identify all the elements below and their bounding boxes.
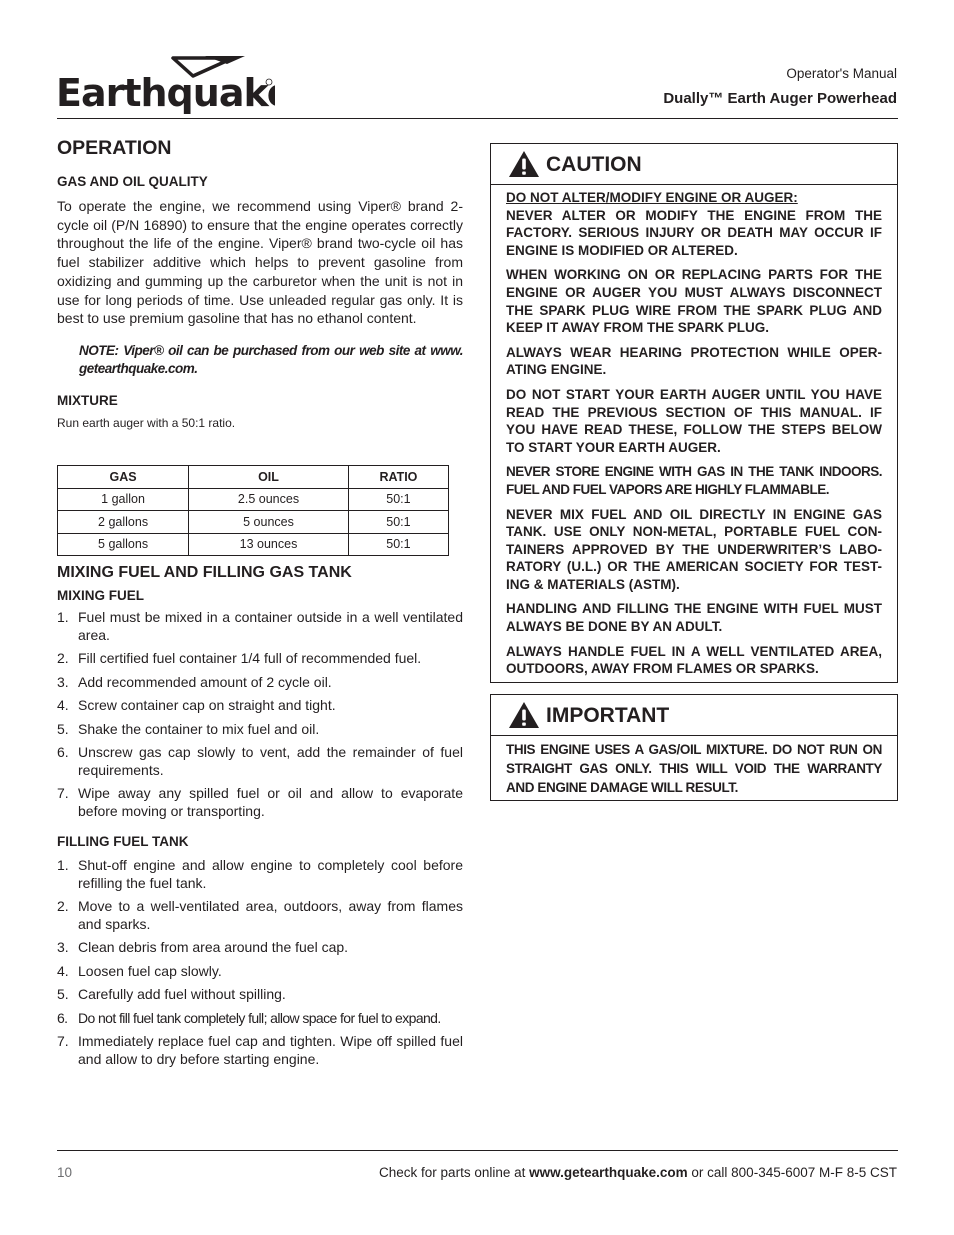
caution-box <box>490 143 898 683</box>
footer-suffix: or call 800-345-6007 M-F 8-5 CST <box>687 1165 897 1180</box>
table-header-cell: OIL <box>189 466 349 489</box>
footer-prefix: Check for parts online at <box>379 1165 530 1180</box>
table-cell: 2.5 ounces <box>189 488 349 511</box>
mixture-heading: MIXTURE <box>57 392 118 408</box>
section-title: OPERATION <box>57 137 172 159</box>
list-item: 3. Add recommended amount of 2 cycle oil. <box>57 673 332 690</box>
caution-paragraph: HANDLING AND FILLING THE ENGINE WITH FUEL MUST ALWAYS BE DONE BY AN ADULT. <box>506 601 882 635</box>
header-manual-label: Operator's Manual <box>786 66 897 81</box>
filling-fuel-heading: FILLING FUEL TANK <box>57 834 189 849</box>
header-divider <box>57 118 898 119</box>
list-item: 2. Move to a well-ventilated area, outdoors, away from flames and sparks. <box>57 898 463 932</box>
caution-paragraph: ALWAYS HANDLE FUEL IN A WELL VENTILATED AREA, OUTDOORS, AWAY FROM FLAMES OR SPARKS. <box>506 643 882 677</box>
mixing-heading: MIXING FUEL AND FILLING GAS TANK <box>57 564 352 581</box>
list-item: 2. Fill certified fuel container 1/4 full of recommended fuel. <box>57 650 422 666</box>
operation-section <box>57 137 463 430</box>
important-box <box>490 694 898 801</box>
list-item: 1. Fuel must be mixed in a container outside in a well ventilated area. <box>57 609 463 643</box>
caution-header <box>491 144 897 185</box>
table-row <box>58 533 449 556</box>
mixture-text: Run earth auger with a 50:1 ratio. <box>57 415 236 430</box>
gas-oil-paragraph: To operate the engine, we recommend using Viper® brand 2-cycle oil (P/N 16890) to ensure that the engine operates correctly throughout the life of the engine. Viper® brand two-cycle oil has fuel stabilizer additive which helps to prevent gasoline from oxidizing and gumming up the carburetor when the unit is not in use for long periods of time. Use unleaded regular gas only. It is best to use premium gasoline that has no ethanol content. <box>57 198 463 327</box>
caution-paragraph: ALWAYS WEAR HEARING PROTECTION WHILE OPER-ATING ENGINE. <box>506 344 882 378</box>
footer-contact <box>379 1165 897 1180</box>
list-item: 4. Screw container cap on straight and tight. <box>57 697 336 713</box>
mixing-fuel-heading: MIXING FUEL <box>57 588 144 603</box>
warning-triangle-icon <box>508 701 540 729</box>
table-row <box>58 488 449 511</box>
list-item: 3. Clean debris from area around the fuel cap. <box>57 939 349 955</box>
mixing-section <box>57 564 463 1074</box>
list-item: 6. Do not fill fuel tank completely full; allow space for fuel to expand. <box>57 1009 441 1026</box>
table-cell: 13 ounces <box>189 533 349 556</box>
list-item: 4. Loosen fuel cap slowly. <box>57 962 222 979</box>
list-item: 1. Shut-off engine and allow engine to completely cool before refilling the fuel tank. <box>57 857 463 891</box>
earthquake-logo <box>55 54 275 116</box>
filling-steps-list <box>57 857 463 1068</box>
table-cell: 50:1 <box>348 533 448 556</box>
mixing-steps-list <box>57 609 463 820</box>
list-item: 7. Immediately replace fuel cap and tighten. Wipe off spilled fuel and allow to dry before starting engine. <box>57 1033 463 1067</box>
important-header <box>491 695 897 736</box>
list-item: 6. Unscrew gas cap slowly to vent, add the remainder of fuel requirements. <box>57 744 463 778</box>
page-number: 10 <box>57 1165 73 1180</box>
table-cell: 1 gallon <box>58 488 189 511</box>
header-product-title: Dually™ Earth Auger Powerhead <box>663 90 897 107</box>
caution-paragraph: NEVER ALTER OR MODIFY THE ENGINE FROM THE FACTORY. SERIOUS INJURY OR DEATH MAY OCCUR IF ENGINE IS MODIFIED OR ALTERED. <box>506 207 882 258</box>
table-cell: 50:1 <box>348 488 448 511</box>
caution-paragraph: WHEN WORKING ON OR REPLACING PARTS FOR THE ENGINE OR AUGER YOU MUST ALWAYS DISCONNECT THE SPARK PLUG WIRE FROM THE SPARK PLUG AND KEEP IT AWAY FROM THE SPARK PLUG. <box>506 267 882 336</box>
important-title: IMPORTANT <box>546 704 670 727</box>
table-cell: 2 gallons <box>58 511 189 534</box>
caution-paragraph: NEVER STORE ENGINE WITH GAS IN THE TANK INDOORS. FUEL AND FUEL VAPORS ARE HIGHLY FLAMMABLE. <box>506 464 882 497</box>
table-row <box>58 511 449 534</box>
caution-paragraph: DO NOT START YOUR EARTH AUGER UNTIL YOU HAVE READ THE PREVIOUS SECTION OF THIS MANUAL. IF YOU HAVE READ THESE, FOLLOW THE STEPS BELOW TO START YOUR EARTH AUGER. <box>506 386 882 455</box>
table-header-row <box>58 466 449 489</box>
caution-subtitle: DO NOT ALTER/MODIFY ENGINE OR AUGER: <box>506 190 798 205</box>
caution-paragraph: NEVER MIX FUEL AND OIL DIRECTLY IN ENGINE GAS TANK. USE ONLY NON-METAL, PORTABLE FUEL CON-TAINERS APPROVED BY THE UNDERWRITER’S LABO-RATORY (U.L.) OR THE AMERICAN SOCIETY FOR TEST-ING & MATERIALS (ASTM). <box>506 506 882 592</box>
table-cell: 50:1 <box>348 511 448 534</box>
footer-divider <box>57 1150 898 1151</box>
caution-body <box>491 185 897 678</box>
table-cell: 5 ounces <box>189 511 349 534</box>
list-item: 7. Wipe away any spilled fuel or oil and allow to evaporate before moving or transporting. <box>57 785 463 819</box>
table-cell: 5 gallons <box>58 533 189 556</box>
viper-note: NOTE: Viper® oil can be purchased from our web site at www. getearthquake.com. <box>79 342 463 377</box>
warning-triangle-icon <box>508 150 540 178</box>
footer-website-link[interactable]: www.getearthquake.com <box>529 1165 688 1180</box>
list-item: 5. Carefully add fuel without spilling. <box>57 986 286 1002</box>
fuel-mix-table <box>57 465 449 556</box>
important-body <box>491 736 897 797</box>
logo-wordmark: Earthquake <box>56 71 275 115</box>
important-text: THIS ENGINE USES A GAS/OIL MIXTURE. DO NOT RUN ON STRAIGHT GAS ONLY. THIS WILL VOID THE WARRANTY AND ENGINE DAMAGE WILL RESULT. <box>506 742 882 795</box>
table-header-cell: GAS <box>58 466 189 489</box>
caution-title: CAUTION <box>546 153 642 176</box>
list-item: 5. Shake the container to mix fuel and oil. <box>57 720 320 737</box>
table-header-cell: RATIO <box>348 466 448 489</box>
gas-oil-heading: GAS AND OIL QUALITY <box>57 174 208 189</box>
